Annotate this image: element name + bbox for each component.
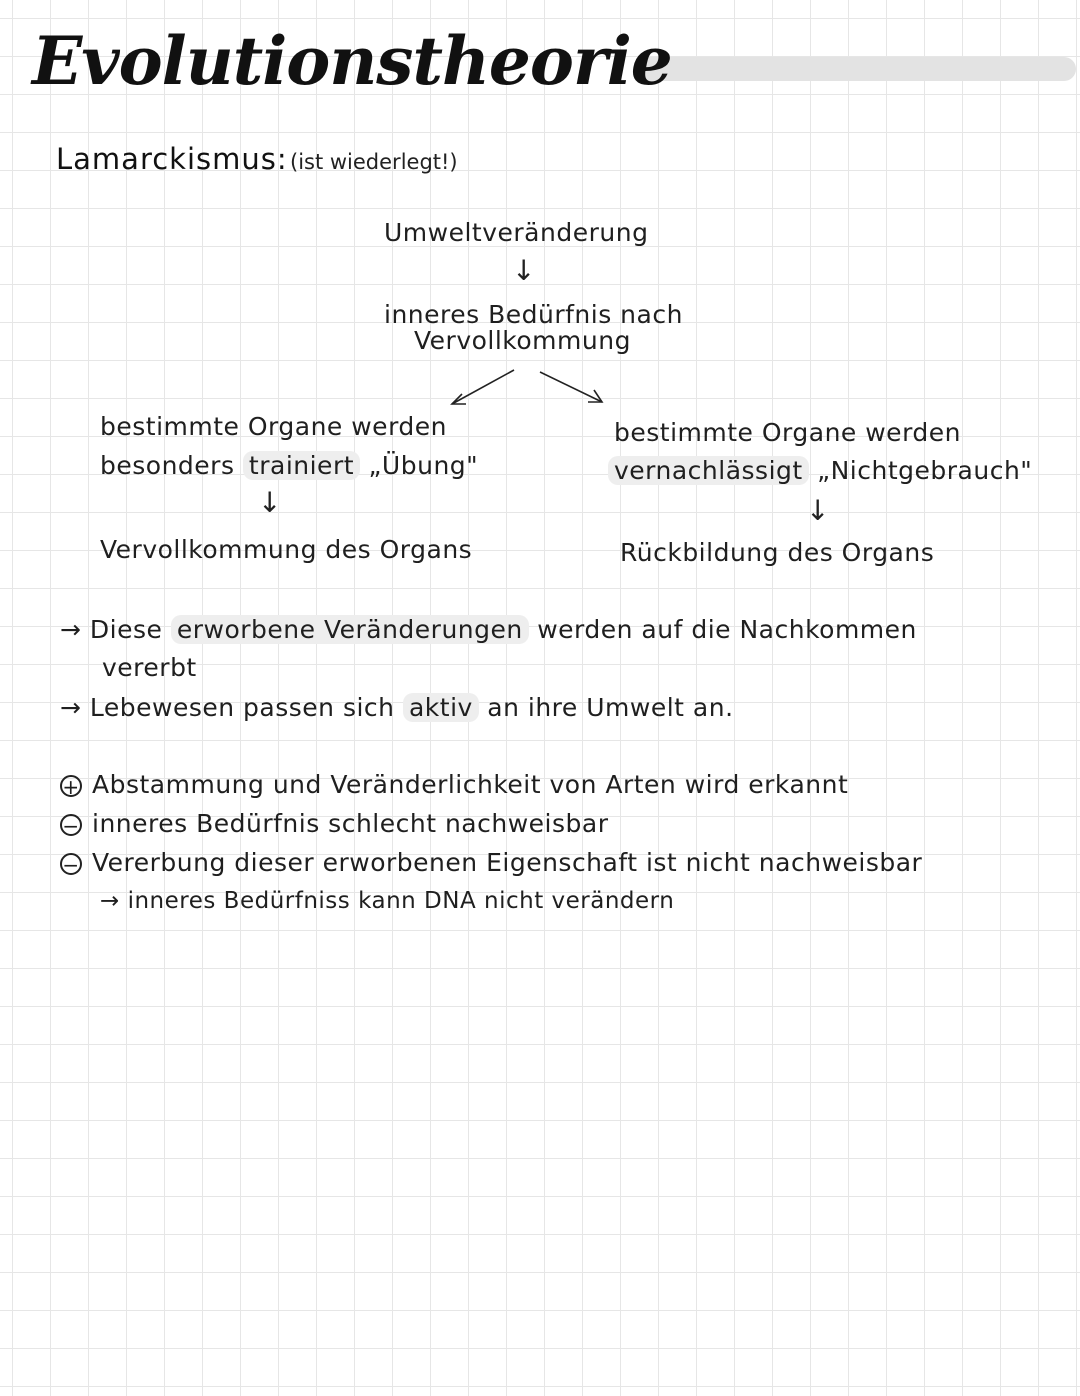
arrow-down-icon: ↓: [512, 254, 536, 287]
right-branch-line2: [608, 456, 1032, 485]
consequence-1-highlight: erworbene Veränderungen: [171, 615, 529, 644]
minus-circle-icon: −: [60, 814, 82, 836]
page-title: Evolutionstheorie: [32, 22, 672, 100]
consequence-item-1-line2: vererbt: [102, 653, 197, 682]
right-branch-result: Rückbildung des Organs: [620, 538, 935, 567]
left-branch-highlight: trainiert: [243, 451, 360, 480]
flow-middle-line2: Vervollkommung: [414, 326, 631, 355]
section-note: (ist wiederlegt!): [290, 150, 458, 174]
consequence-item-1: [60, 615, 917, 644]
evaluation-con-2: [60, 848, 922, 877]
right-branch-suffix: „Nichtgebrauch": [817, 456, 1033, 485]
flow-top: Umweltveränderung: [384, 218, 649, 247]
consequence-item-2: [60, 693, 734, 722]
evaluation-pro-1-text: Abstammung und Veränderlichkeit von Arten wird erkannt: [92, 770, 849, 799]
right-branch-line1: bestimmte Organe werden: [614, 418, 961, 447]
left-branch-suffix: „Übung": [368, 451, 479, 480]
minus-circle-icon: −: [60, 853, 82, 875]
evaluation-con-1-text: inneres Bedürfnis schlecht nachweisbar: [92, 809, 609, 838]
consequence-1-prefix: Diese: [89, 615, 163, 644]
left-branch-line1: bestimmte Organe werden: [100, 412, 447, 441]
evaluation-con-2-text: Vererbung dieser erworbenen Eigenschaft ist nicht nachweisbar: [92, 848, 923, 877]
consequence-1-suffix: werden auf die Nachkommen: [537, 615, 917, 644]
consequence-2-highlight: aktiv: [403, 693, 479, 722]
arrow-right-icon: →: [60, 615, 82, 644]
consequence-2-suffix: an ihre Umwelt an.: [487, 693, 734, 722]
right-branch-highlight: vernachlässigt: [608, 456, 809, 485]
arrow-right-icon: →: [60, 693, 82, 722]
section-heading: Lamarckismus:: [56, 142, 288, 176]
arrow-down-icon: ↓: [258, 486, 282, 519]
evaluation-sub-note: → inneres Bedürfniss kann DNA nicht verändern: [100, 888, 675, 914]
evaluation-con-1: [60, 809, 609, 838]
left-branch-line2: [100, 451, 478, 480]
flow-middle-line1: inneres Bedürfnis nach: [384, 300, 683, 329]
consequence-2-prefix: Lebewesen passen sich: [89, 693, 395, 722]
evaluation-pro-1: [60, 770, 848, 799]
arrow-down-icon: ↓: [806, 494, 830, 527]
plus-circle-icon: +: [60, 775, 82, 797]
left-branch-prefix: besonders: [100, 451, 235, 480]
left-branch-result: Vervollkommung des Organs: [100, 535, 473, 564]
